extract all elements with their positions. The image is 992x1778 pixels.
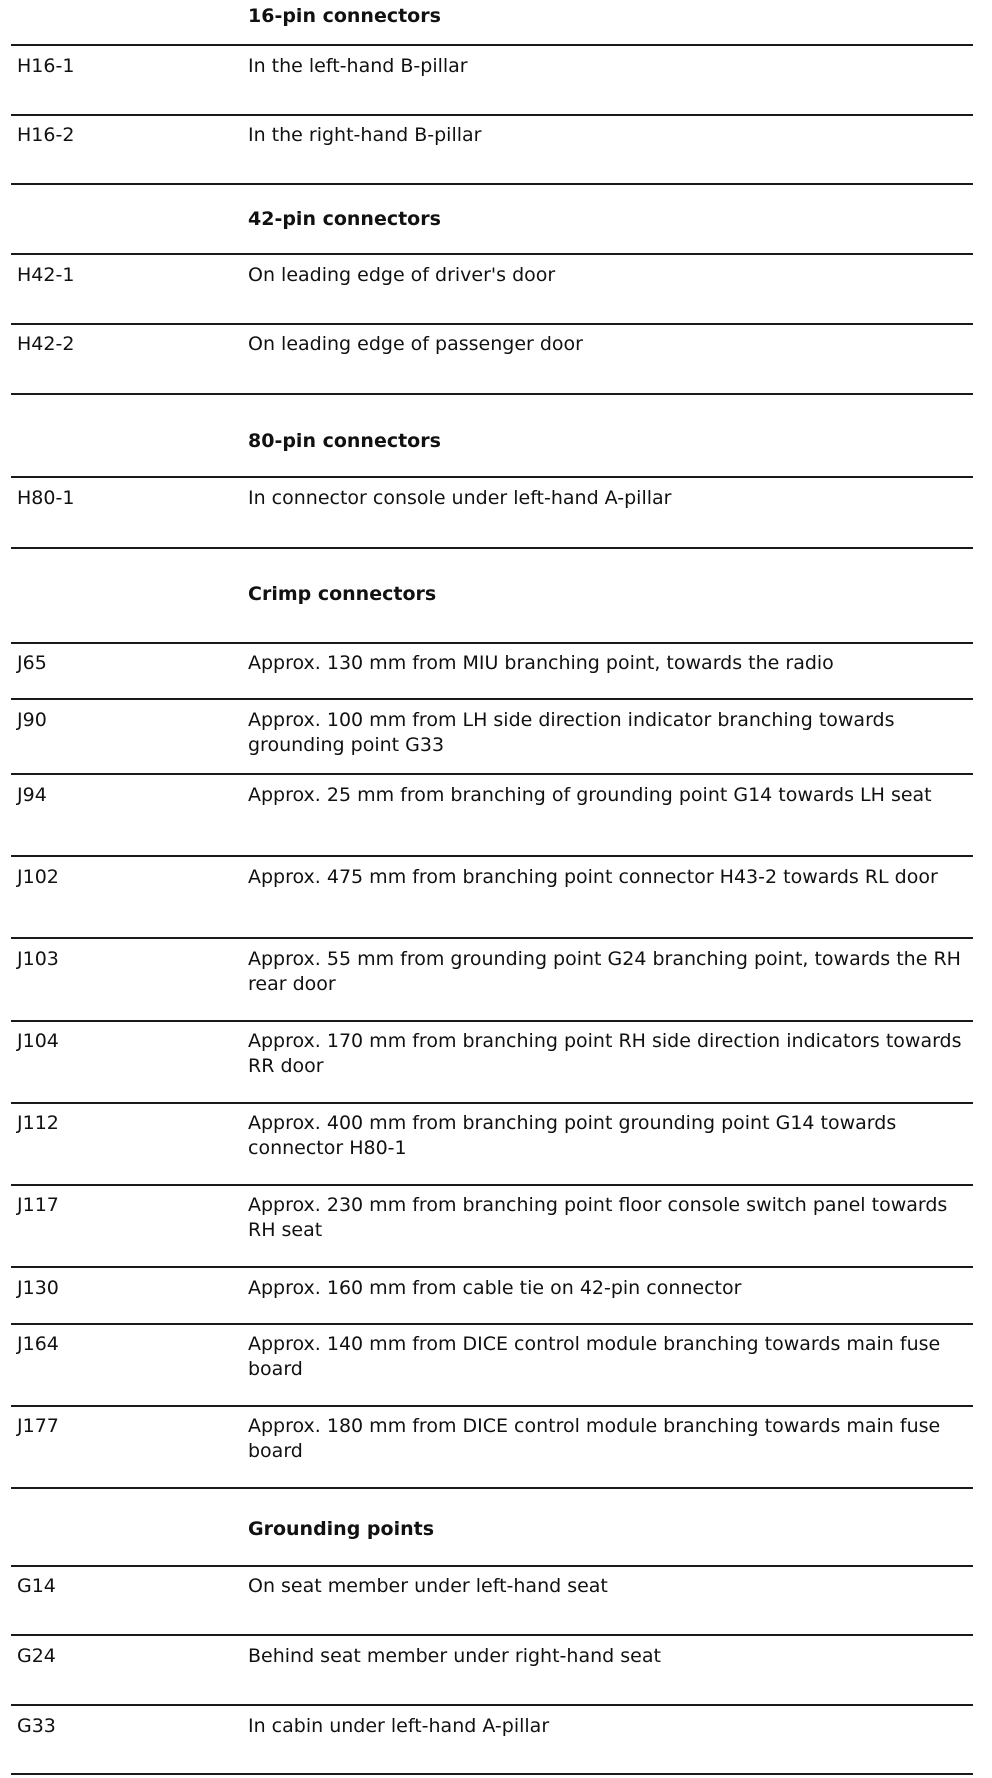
table-divider xyxy=(11,855,973,857)
connector-location: In connector console under left-hand A-pillar xyxy=(248,487,672,509)
table-divider xyxy=(11,114,973,116)
table-divider xyxy=(11,937,973,939)
connector-id: J90 xyxy=(17,709,47,731)
connector-id: J112 xyxy=(17,1112,59,1134)
connector-location: Approx. 55 mm from grounding point G24 branching point, towards the RH rear door xyxy=(248,948,961,995)
connector-id: J102 xyxy=(17,866,59,888)
connector-location: In the right-hand B-pillar xyxy=(248,124,482,146)
table-divider xyxy=(11,642,973,644)
connector-id: G14 xyxy=(17,1575,56,1597)
section-heading: 42-pin connectors xyxy=(248,208,441,230)
connector-location: On seat member under left-hand seat xyxy=(248,1575,608,1597)
table-divider xyxy=(11,1020,973,1022)
table-divider xyxy=(11,547,973,549)
connector-location: Approx. 25 mm from branching of grounding point G14 towards LH seat xyxy=(248,784,932,806)
connector-id: J177 xyxy=(17,1415,59,1437)
connector-location: Approx. 180 mm from DICE control module branching towards main fuse board xyxy=(248,1415,941,1462)
section-heading: Crimp connectors xyxy=(248,583,437,605)
table-divider xyxy=(11,323,973,325)
connector-location: Approx. 140 mm from DICE control module branching towards main fuse board xyxy=(248,1333,941,1380)
table-divider xyxy=(11,1405,973,1407)
connector-location: On leading edge of driver's door xyxy=(248,264,556,286)
table-divider xyxy=(11,476,973,478)
table-divider xyxy=(11,1323,973,1325)
connector-location: Approx. 400 mm from branching point grounding point G14 towards connector H80-1 xyxy=(248,1112,897,1159)
connector-location: Approx. 230 mm from branching point floor console switch panel towards RH seat xyxy=(248,1194,948,1241)
table-divider xyxy=(11,698,973,700)
table-divider xyxy=(11,253,973,255)
table-divider xyxy=(11,1266,973,1268)
table-divider xyxy=(11,1634,973,1636)
connector-location: Approx. 160 mm from cable tie on 42-pin connector xyxy=(248,1277,742,1299)
connector-id: J104 xyxy=(17,1030,59,1052)
table-divider xyxy=(11,1184,973,1186)
connector-id: H42-1 xyxy=(17,264,75,286)
section-heading: 80-pin connectors xyxy=(248,430,441,452)
connector-location: In the left-hand B-pillar xyxy=(248,55,468,77)
connector-location: Approx. 475 mm from branching point connector H43-2 towards RL door xyxy=(248,866,938,888)
connector-id: J103 xyxy=(17,948,59,970)
table-divider xyxy=(11,1102,973,1104)
connector-id: J65 xyxy=(17,652,47,674)
table-divider xyxy=(11,1487,973,1489)
section-heading: Grounding points xyxy=(248,1518,435,1540)
connector-location: Approx. 130 mm from MIU branching point, towards the radio xyxy=(248,652,834,674)
connector-id: J164 xyxy=(17,1333,59,1355)
connector-id: J94 xyxy=(17,784,47,806)
connector-location: Behind seat member under right-hand seat xyxy=(248,1645,661,1667)
connector-location: In cabin under left-hand A-pillar xyxy=(248,1715,550,1737)
table-divider xyxy=(11,44,973,46)
connector-id: H16-2 xyxy=(17,124,75,146)
table-divider xyxy=(11,393,973,395)
table-divider xyxy=(11,1704,973,1706)
section-heading: 16-pin connectors xyxy=(248,5,441,27)
connector-id: J130 xyxy=(17,1277,59,1299)
connector-id: J117 xyxy=(17,1194,59,1216)
connector-location: On leading edge of passenger door xyxy=(248,333,583,355)
connector-id: G33 xyxy=(17,1715,56,1737)
connector-id: G24 xyxy=(17,1645,56,1667)
table-divider xyxy=(11,1565,973,1567)
table-divider xyxy=(11,773,973,775)
table-divider xyxy=(11,183,973,185)
connector-id: H42-2 xyxy=(17,333,75,355)
table-divider xyxy=(11,1773,973,1775)
connector-id: H16-1 xyxy=(17,55,75,77)
connector-location: Approx. 170 mm from branching point RH side direction indicators towards RR door xyxy=(248,1030,962,1077)
connector-location: Approx. 100 mm from LH side direction indicator branching towards grounding point G33 xyxy=(248,709,895,756)
connector-id: H80-1 xyxy=(17,487,75,509)
